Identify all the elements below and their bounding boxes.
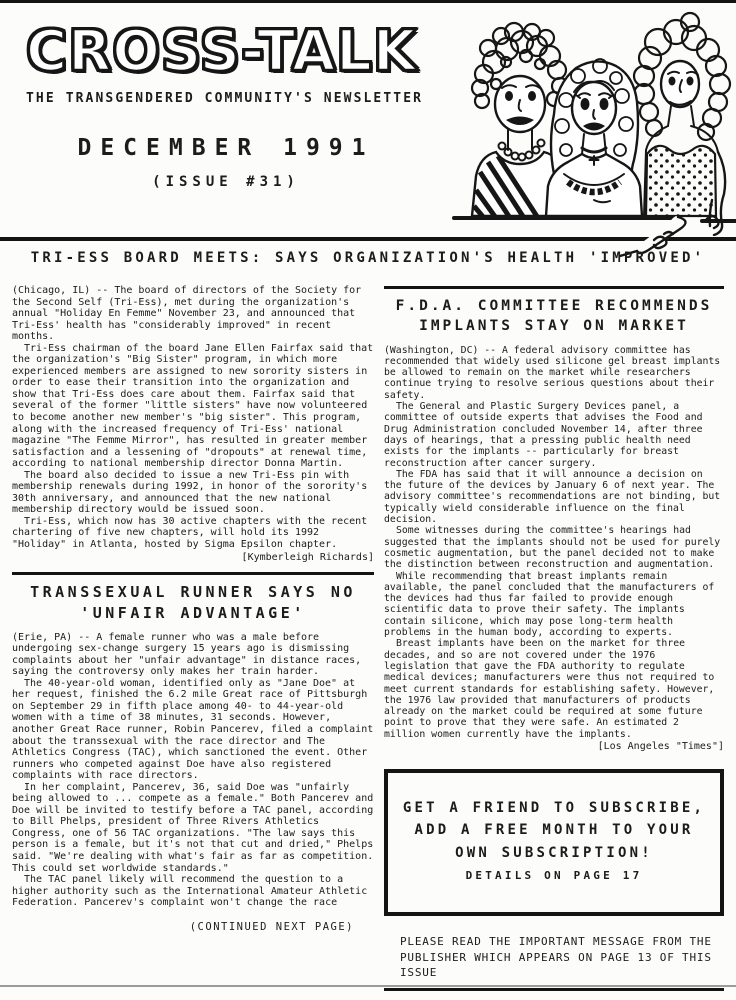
headline-fda — [384, 296, 724, 337]
continued-next-page: (CONTINUED NEXT PAGE) — [189, 920, 354, 933]
promo-line1: GET A FRIEND TO SUBSCRIBE, — [402, 799, 706, 816]
article-tri-ess-body — [12, 285, 374, 551]
headline-runner-line1: TRANSSEXUAL RUNNER SAYS NO — [30, 582, 356, 601]
paragraph: Tri-Ess chairman of the board Jane Ellen Fairfax said that the organization's "Big Sister" program, in which more experienced members are assigned to new sorority sisters in order to ease their transition into the organization and show that Tri-Ess does care about them. Fairfax said that several of the former "little sisters" have now volunteered to become another new member's "big sister". This program, along with the increased frequency of Tri-Ess' national magazine "The Femme Mirror", has resulted in greater member satisfaction and a lessening of "dropouts" at renewal time, according to national membership director Donna Martin. — [12, 342, 374, 470]
paragraph: (Chicago, IL) -- The board of directors of the Society for the Second Self (Tri-Ess), met during the organization's annual "Holiday En Femme" November 23, and announced that Tri-Ess' health has "considerably improved" in recent months. — [12, 285, 362, 343]
left-column — [12, 285, 374, 991]
article-fda-body — [384, 345, 724, 740]
publisher-note-line2: PUBLISHER WHICH APPEARS ON PAGE 13 OF THIS ISSUE — [400, 950, 712, 980]
publisher-note-line1: PLEASE READ THE IMPORTANT MESSAGE FROM THE — [400, 935, 712, 949]
article-divider-rule — [12, 572, 374, 575]
byline-fda: [Los Angeles "Times"] — [597, 740, 724, 752]
headline-fda-line2: IMPLANTS STAY ON MARKET — [419, 318, 689, 335]
headline-fda-line1: F.D.A. COMMITTEE RECOMMENDS — [395, 298, 713, 314]
headline-tri-ess: TRI-ESS BOARD MEETS: SAYS ORGANIZATION'S HEALTH 'IMPROVED' — [30, 250, 706, 266]
promo-details: DETAILS ON PAGE 17 — [465, 869, 643, 883]
paragraph: Some witnesses during the committee's hearings had suggested that the implants should not be used for purely cosmetic augmentation, but the panel decided not to make the distinction between reconstruction and augmentation. — [384, 525, 721, 571]
top-edge-rule — [0, 0, 736, 3]
promo-line3: OWN SUBSCRIPTION! — [455, 844, 653, 861]
article-runner-body — [12, 632, 374, 909]
bottom-edge-rule — [0, 985, 736, 987]
paragraph: While recommending that breast implants remain available, the panel concluded that the manufacturers of the devices had thus far failed to provide enough scientific data to prove their safety. The implants contain silicone, which may pose long-term health problems in the human body, according to experts. — [384, 570, 715, 639]
three-women-illustration — [444, 4, 736, 236]
paragraph: Breast implants have been on the market for three decades, and so are not covered under the 1976 legislation that gave the FDA authority to regulate medical devices; manufacturers were thus not required to meet current standards for establishing safety. However, the 1976 law provided that manufacturers of products already on the market could be required at some future point to prove that they were safe. An estimated 2 million women currently have the implants. — [384, 638, 715, 740]
paragraph: The 40-year-old woman, identified only as "Jane Doe" at her request, finished the 6.2 mile Great race of Pittsburgh on September 29 in fifth place among 40- to 44-year-old women with a time of 38 minutes, 31 seconds. However, another Great Race runner, Robin Pancerev, filed a complaint about the transsexual with the race director and The Athletics Congress (TAC), which sanctioned the event. Other runners who competed against Doe have also registered complaints with race directors. — [12, 677, 374, 782]
headline-runner — [12, 582, 374, 624]
publisher-note-rule — [384, 988, 724, 991]
fda-headline-rule — [384, 286, 724, 289]
newsletter-tagline: THE TRANSGENDERED COMMUNITY'S NEWSLETTER — [26, 91, 424, 106]
publisher-note — [400, 934, 724, 981]
newsletter-logo: CROSS-TALK — [26, 19, 418, 84]
byline-tri-ess: [Kymberleigh Richards] — [241, 551, 374, 563]
subscribe-promo-box — [384, 769, 724, 916]
right-column — [384, 285, 724, 991]
article-columns — [12, 285, 724, 991]
promo-line2: ADD A FREE MONTH TO YOUR — [414, 822, 694, 839]
masthead-text-block — [26, 19, 438, 190]
paragraph: Tri-Ess, which now has 30 active chapters with the recent chartering of five new chapters, will hold its 1992 "Holiday" in Atlanta, hosted by Sigma Epsilon chapter. — [12, 515, 368, 551]
paragraph: (Washington, DC) -- A federal advisory committee has recommended that widely used silicone gel breast implants be allowed to remain on the market while researchers continue trying to resolve serious questions about their safety. — [384, 344, 721, 401]
headline-runner-line2: 'UNFAIR ADVANTAGE' — [80, 603, 306, 622]
paragraph: The TAC panel likely will recommend the question to a higher authority such as the International Amateur Athletic Federation. Pancerev's complaint won't change the race — [12, 874, 368, 909]
paragraph: (Erie, PA) -- A female runner who was a male before undergoing sex-change surgery 15 years ago is dismissing complaints about her "unfair advantage" in distance races, saying the controversy only makes her train harder. — [12, 631, 362, 678]
paragraph: The FDA has said that it will announce a decision on the future of the devices by January 6 of next year. The advisory committee's recommendations are not binding, but typically wield considerable influence on the final decision. — [384, 468, 721, 526]
issue-number: (ISSUE #31) — [152, 174, 300, 190]
paragraph: In her complaint, Pancerev, 36, said Doe was "unfairly being allowed to ... compete as a female." Both Pancerev and Doe will be invited to testify before a TAC panel, according to Bill Phelps, president of Three Rivers Athletics Congress, one of 56 TAC organizations. "The law says this person is a female, but it's not that cut and dried," Phelps said. "We're dealing with what's fair as far as competition. This could set worldwide standards." — [12, 781, 374, 874]
paragraph: The General and Plastic Surgery Devices panel, a committee of outside experts that advises the Food and Drug Administration concluded November 14, after three days of hearings, that a pressing public health need exists for the implants -- particularly for breast reconstruction after cancer surgery. — [384, 401, 703, 469]
issue-date: DECEMBER 1991 — [77, 135, 375, 161]
paragraph: The board also decided to issue a new Tri-Ess pin with membership renewals during 1992, in honor of the sorority's 30th anniversary, and announced that the new national membership directory would be issued soon. — [12, 469, 368, 516]
